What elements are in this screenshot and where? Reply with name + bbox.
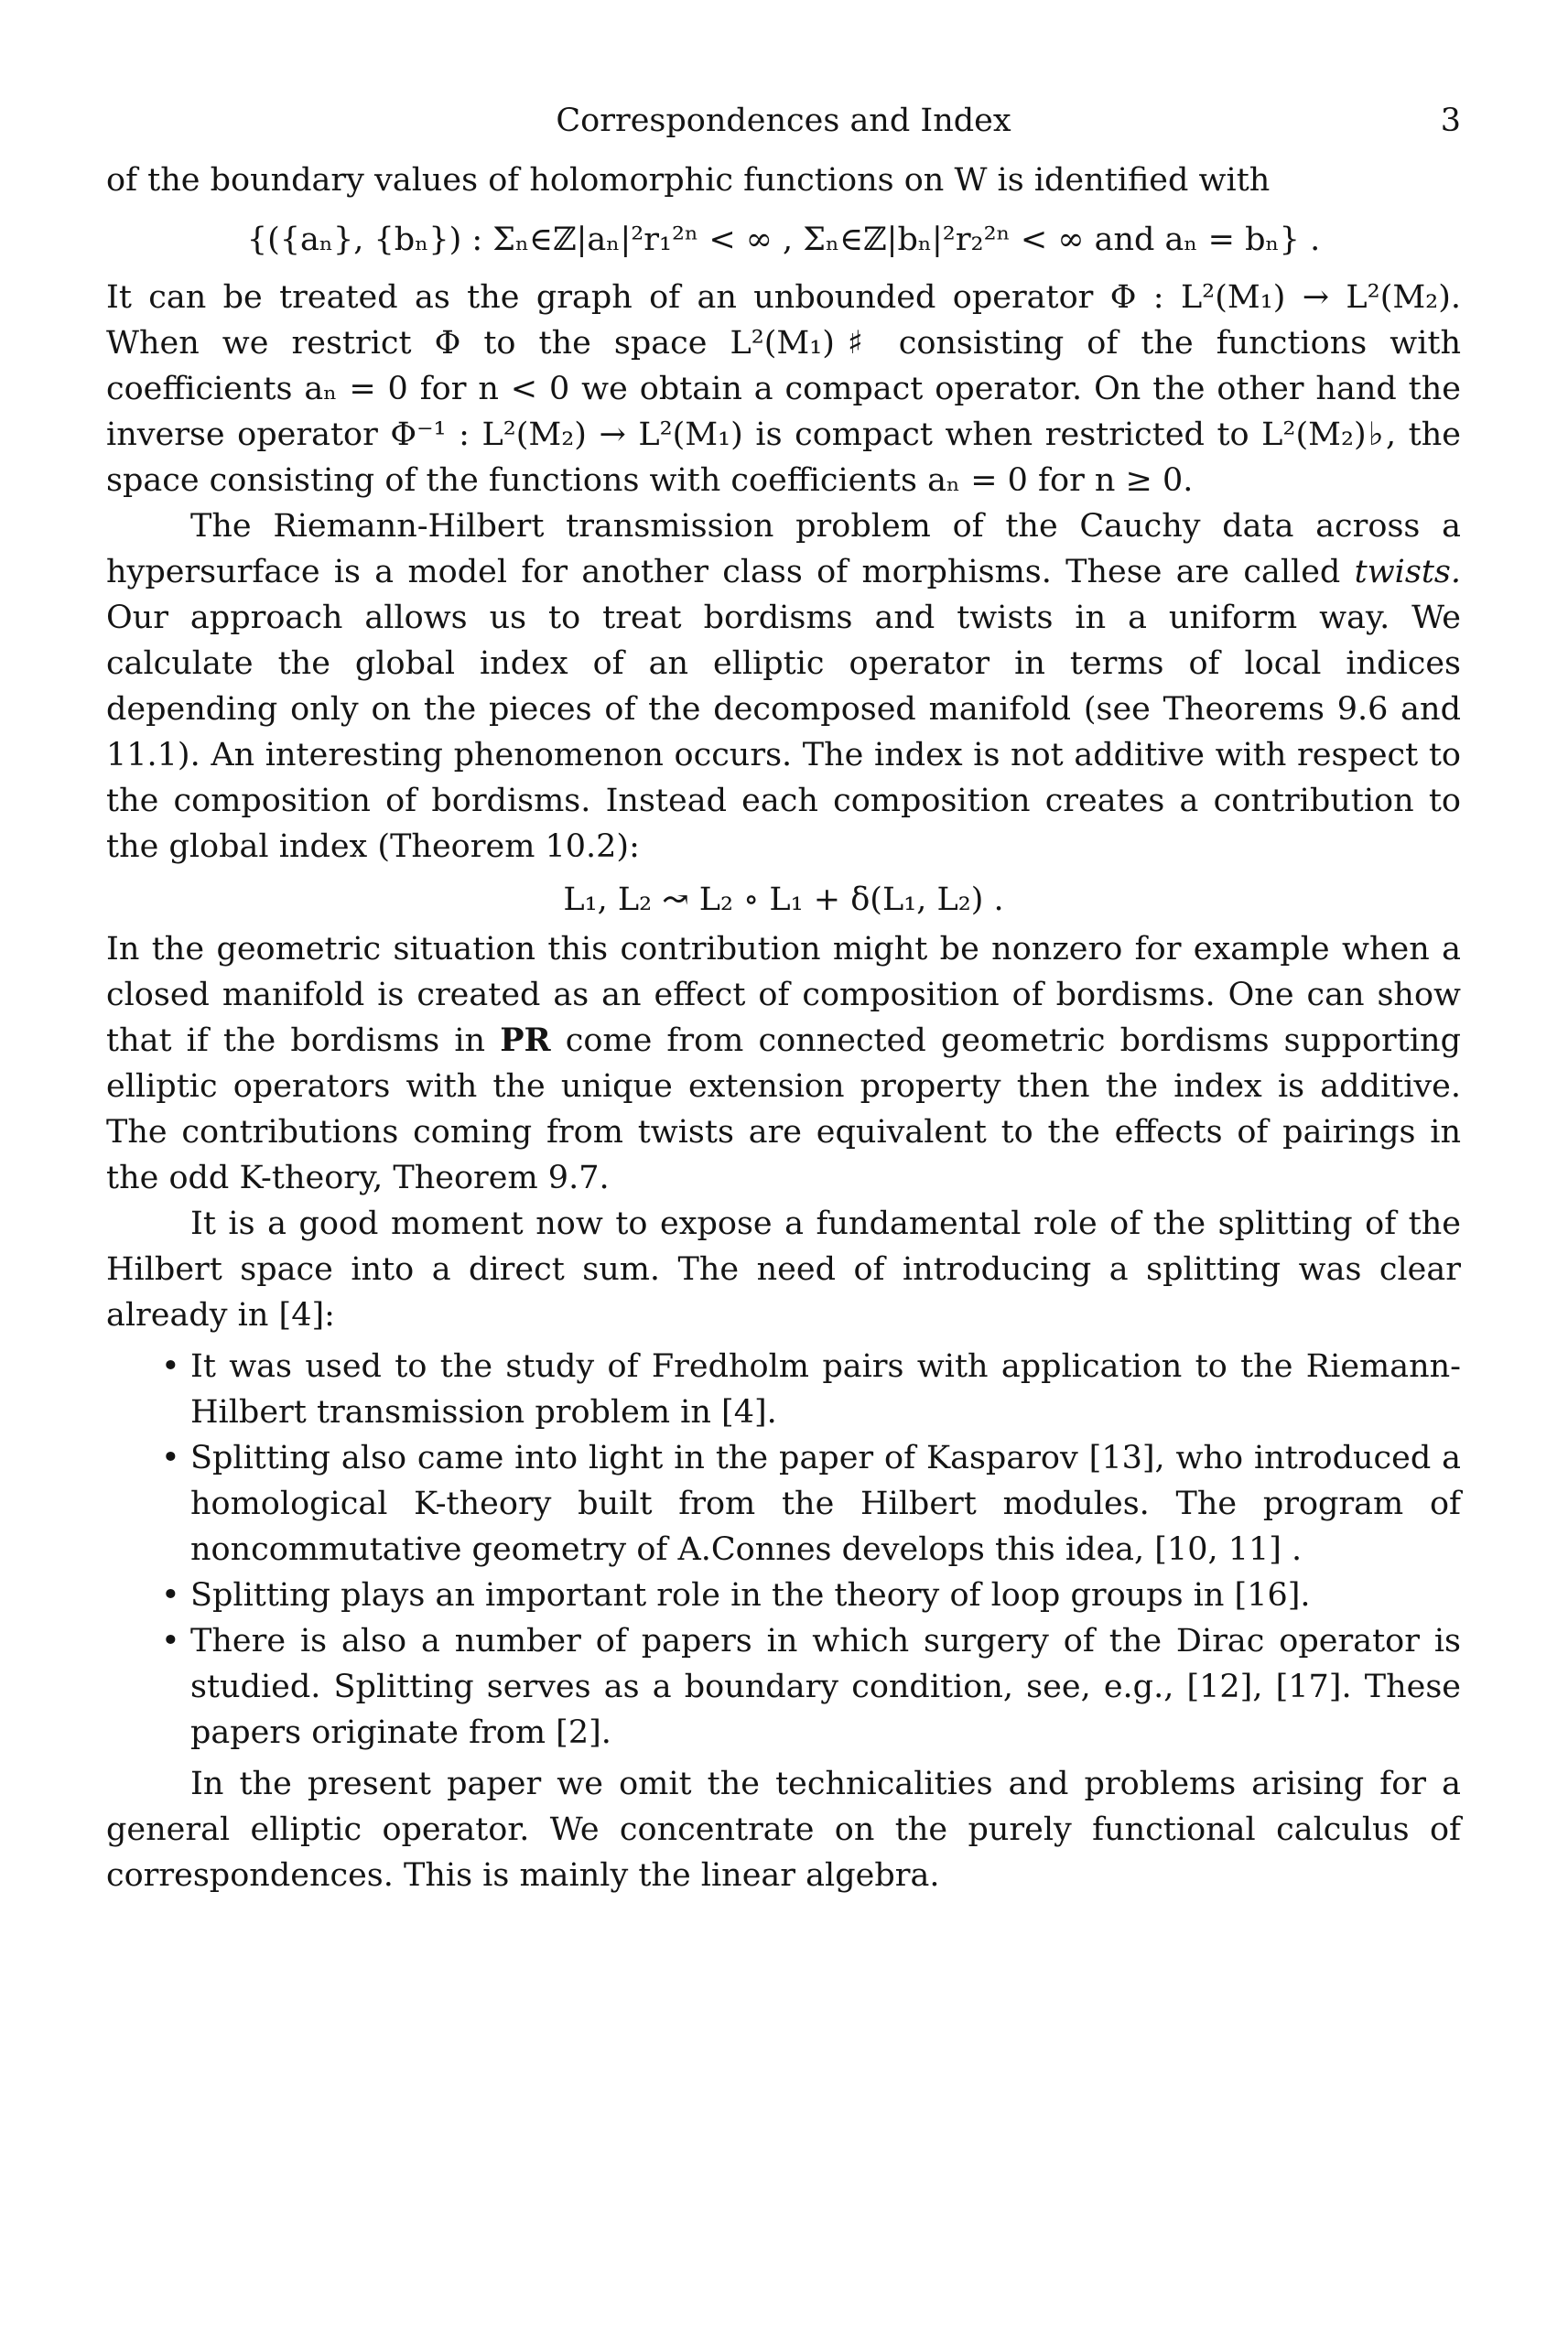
bullet-list [106, 1344, 1461, 1756]
paragraph-lead: of the boundary values of holomorphic functions on W is identified with [106, 162, 1271, 199]
paragraph-geometric-situation [106, 926, 1461, 1201]
list-item [106, 1618, 1461, 1756]
running-title: Correspondences and Index [556, 103, 1011, 139]
list-item-text: Splitting plays an important role in the theory of loop groups in [16]. [190, 1577, 1311, 1614]
list-item [106, 1435, 1461, 1573]
display-equation-composition: L₁, L₂ ↝ L₂ ∘ L₁ + δ(L₁, L₂) . [563, 881, 1004, 918]
geometric-text-after: come from connected geometric bordisms supporting elliptic operators with the unique extension property then the index is additive. The contributions coming from twists are equivalent to the effects of pairings in the odd K-theory, Theorem 9.7. [106, 1022, 1461, 1196]
bullet-icon: • [161, 1348, 180, 1385]
body-text [106, 157, 1461, 1898]
page-number: 3 [1440, 103, 1461, 139]
geometric-text-before: In the geometric situation this contribution might be nonzero for example when a closed manifold is created as an effect of composition of bordisms. One can show that if the bordisms in [106, 931, 1461, 1059]
list-item [106, 1573, 1461, 1618]
list-item-text: Splitting also came into light in the paper of Kasparov [13], who introduced a homological K-theory built from the Hilbert modules. The program of noncommutative geometry of A.Connes develops this idea, [10, 11] . [190, 1440, 1461, 1568]
list-item [106, 1344, 1461, 1435]
twists-text-before: The Riemann-Hilbert transmission problem of the Cauchy data across a hypersurface is a model for another class of morphisms. These are called [106, 508, 1461, 590]
display-equation-set: {({aₙ}, {bₙ}) : Σₙ∈ℤ|aₙ|²r₁²ⁿ < ∞ , Σₙ∈ℤ|bₙ|²r₂²ⁿ < ∞ and aₙ = bₙ} . [246, 222, 1321, 258]
twists-term: twists. [1354, 554, 1461, 590]
list-item-text: There is also a number of papers in which surgery of the Dirac operator is studied. Splitting serves as a boundary condition, see, e.g., [12], [17]. These papers originate from [2]. [190, 1623, 1461, 1751]
paragraph-splitting: It is a good moment now to expose a fundamental role of the splitting of the Hilbert space into a direct sum. The need of introducing a splitting was clear already in [4]: [106, 1205, 1461, 1334]
paper-page [106, 103, 1461, 1898]
running-head [106, 103, 1461, 157]
bullet-icon: • [161, 1440, 180, 1476]
paragraph-graph-operator: It can be treated as the graph of an unbounded operator Φ : L²(M₁) → L²(M₂). When we restrict Φ to the space L²(M₁)♯ consisting of the functions with coefficients aₙ = 0 for n < 0 we obtain a compact operator. On the other hand the inverse operator Φ⁻¹ : L²(M₂) → L²(M₁) is compact when restricted to L²(M₂)♭, the space consisting of the functions with coefficients aₙ = 0 for n ≥ 0. [106, 279, 1461, 499]
paragraph-present-paper: In the present paper we omit the technicalities and problems arising for a general elliptic operator. We concentrate on the purely functional calculus of correspondences. This is mainly the linear algebra. [106, 1766, 1461, 1894]
paragraph-twists [106, 503, 1461, 870]
twists-text-after: Our approach allows us to treat bordisms and twists in a uniform way. We calculate the global index of an elliptic operator in terms of local indices depending only on the pieces of the decomposed manifold (see Theorems 9.6 and 11.1). An interesting phenomenon occurs. The index is not additive with respect to the composition of bordisms. Instead each composition creates a contribution to the global index (Theorem 10.2): [106, 600, 1461, 865]
bullet-icon: • [161, 1577, 180, 1614]
pr-term: PR [500, 1022, 551, 1059]
bullet-icon: • [161, 1623, 180, 1659]
list-item-text: It was used to the study of Fredholm pairs with application to the Riemann-Hilbert transmission problem in [4]. [190, 1348, 1461, 1431]
